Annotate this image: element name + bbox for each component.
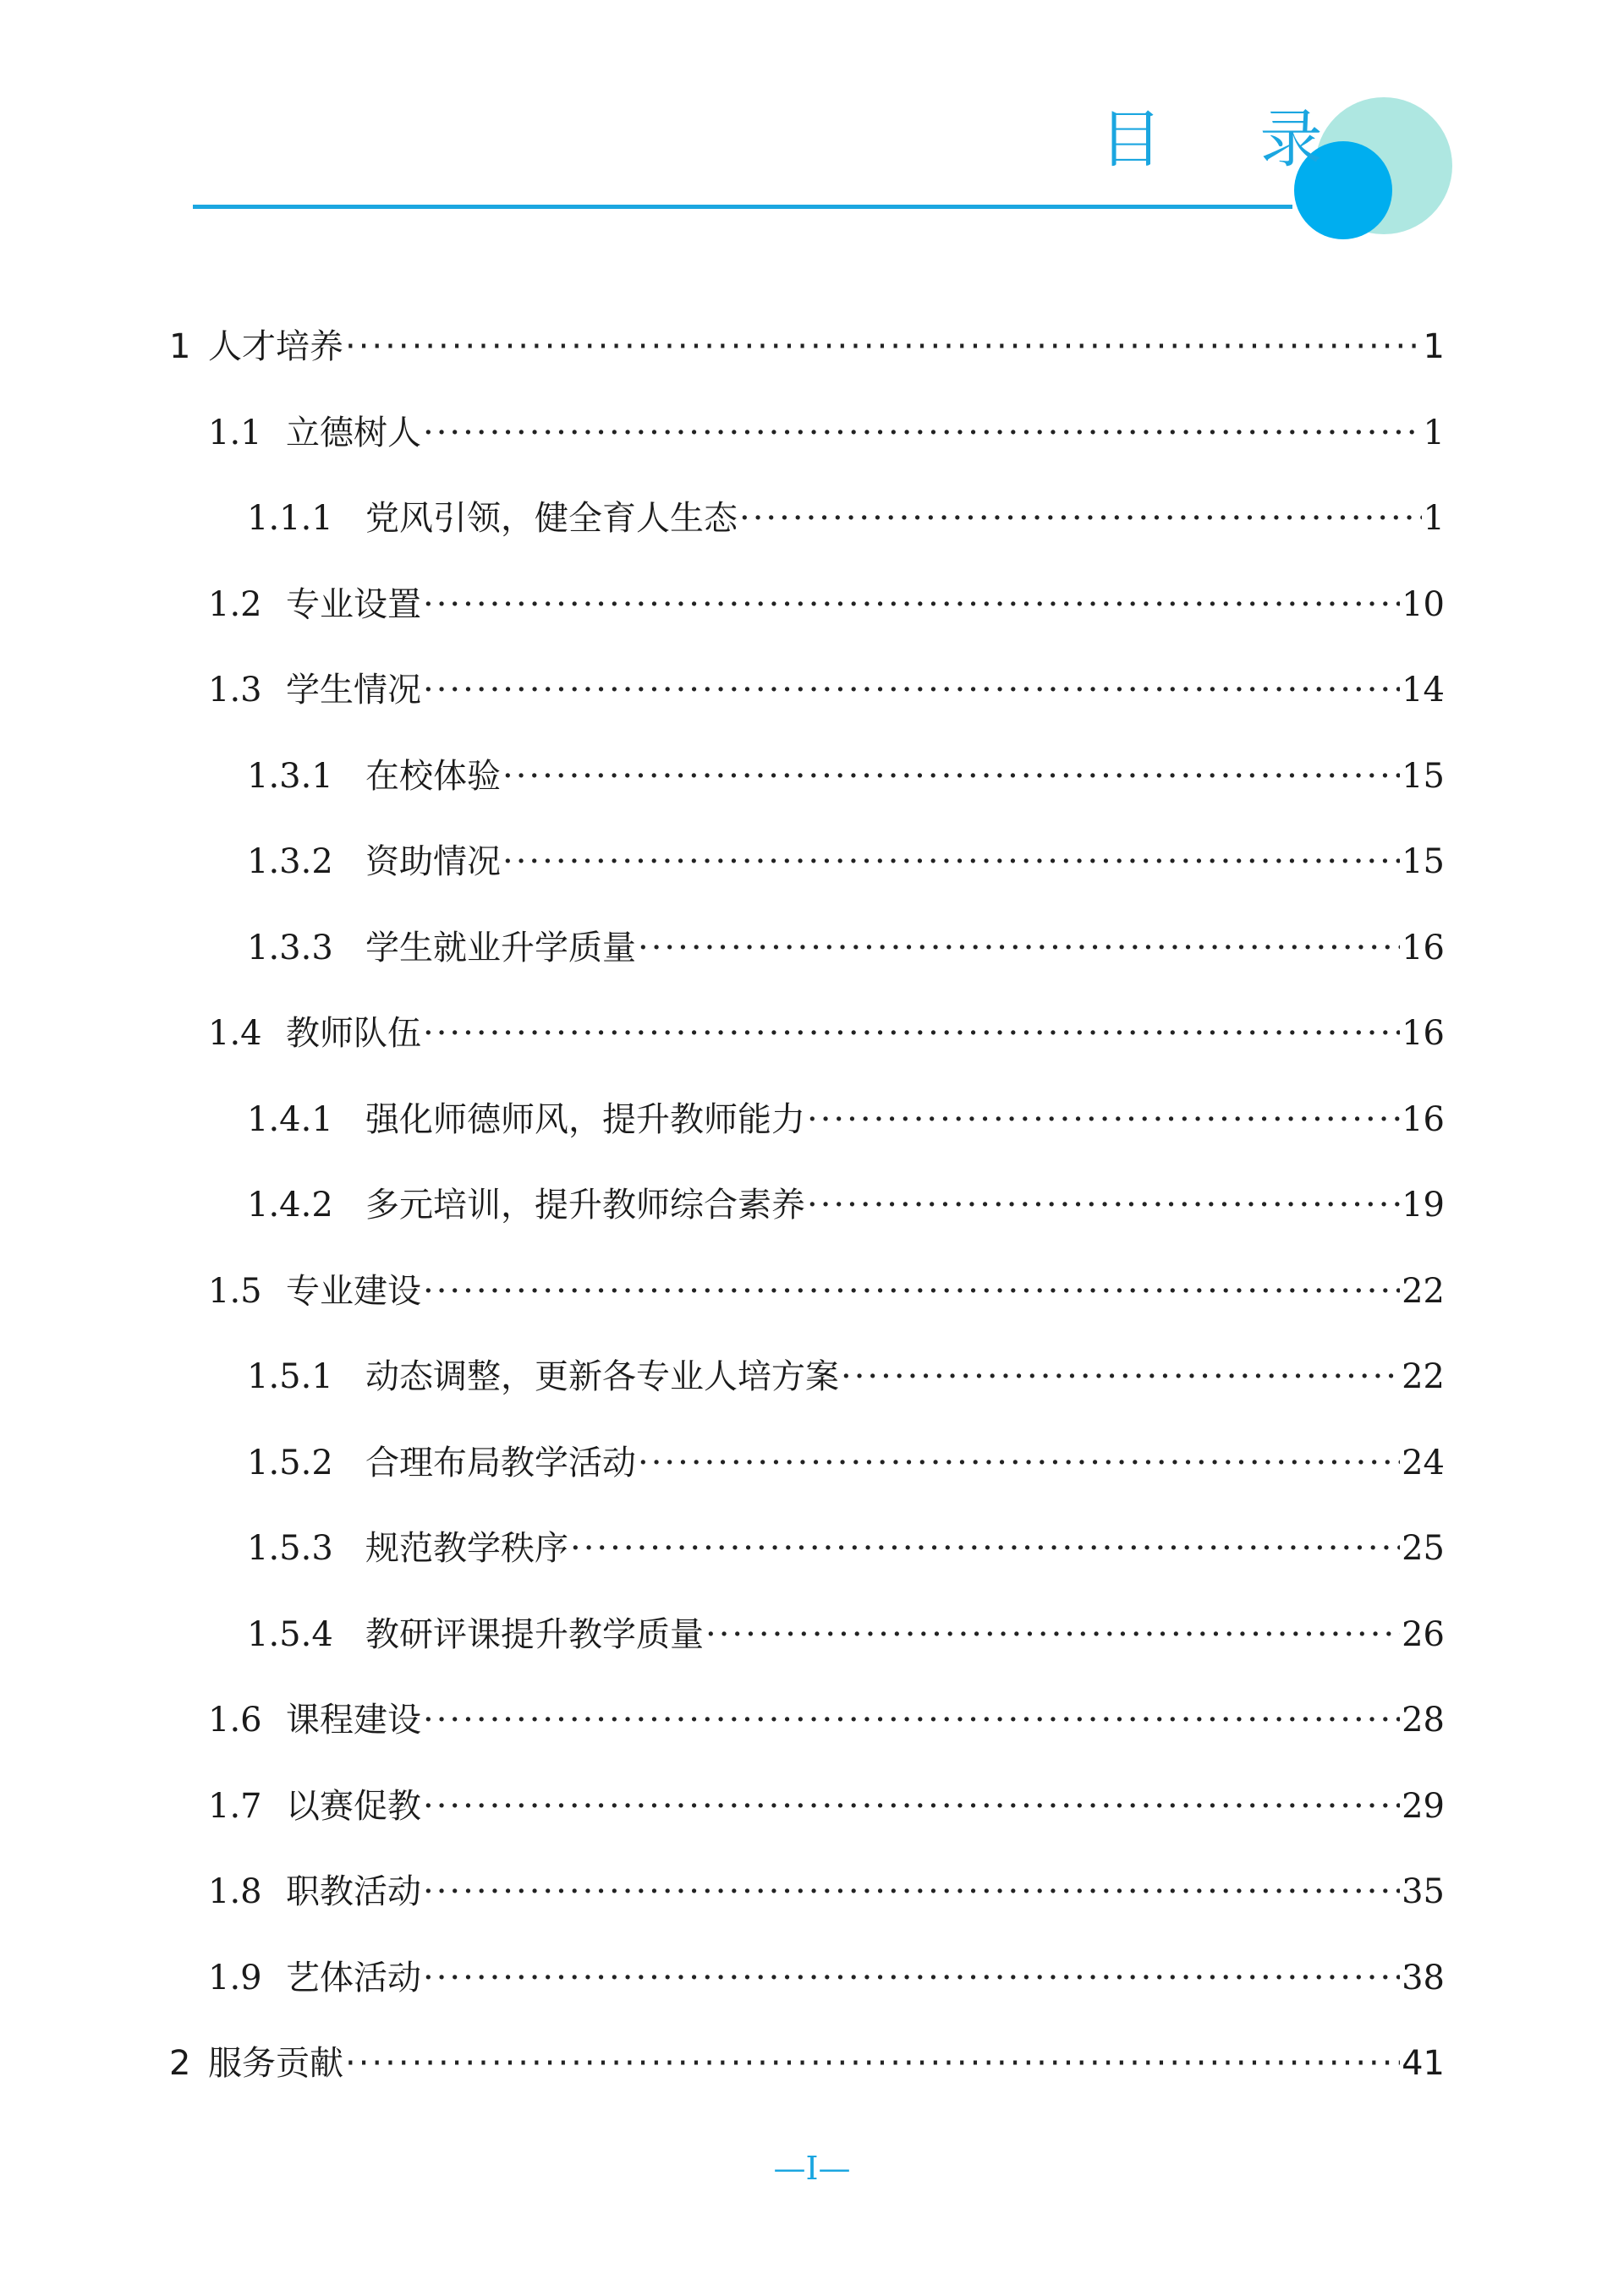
toc-entry-number: 1.1.1 <box>247 499 333 538</box>
toc-dot-leader <box>423 1695 1400 1745</box>
toc-entry-page: 26 <box>1402 1614 1445 1654</box>
toc-entry-number: 2 <box>169 2044 191 2083</box>
toc-dot-leader <box>705 1609 1400 1660</box>
toc-entry[interactable] <box>247 1351 1445 1402</box>
header-rule <box>193 205 1292 209</box>
toc-entry[interactable] <box>208 1953 1445 2003</box>
toc-entry-page: 16 <box>1402 928 1445 967</box>
toc-entry-page: 19 <box>1402 1186 1445 1225</box>
toc-dot-leader <box>345 2038 1400 2089</box>
toc-entry-number: 1.5.1 <box>247 1357 333 1396</box>
toc-entry-title: 教师队伍 <box>286 1014 421 1053</box>
toc-entry[interactable] <box>247 1438 1445 1488</box>
toc-entry-title: 规范教学秩序 <box>365 1529 568 1568</box>
toc-entry-title: 以赛促教 <box>286 1786 421 1826</box>
toc-dot-leader <box>423 579 1400 630</box>
toc-dot-leader <box>502 836 1400 887</box>
toc-entry-number: 1.4.1 <box>247 1099 333 1139</box>
toc-entry-page: 15 <box>1402 842 1445 881</box>
toc-entry-title: 党风引领，健全育人生态 <box>365 499 738 538</box>
toc-entry-number: 1.5 <box>208 1271 262 1311</box>
toc-entry-number: 1.3 <box>208 671 262 710</box>
toc-dot-leader <box>739 493 1422 544</box>
toc-entry[interactable] <box>247 836 1445 887</box>
toc-entry-page: 16 <box>1402 1014 1445 1053</box>
toc-dot-leader <box>423 1266 1400 1317</box>
toc-entry-page: 1 <box>1423 327 1445 366</box>
toc-dot-leader <box>423 1953 1400 2003</box>
toc-entry-title: 学生就业升学质量 <box>365 928 636 967</box>
toc-entry-number: 1.9 <box>208 1958 262 1997</box>
toc-entry[interactable] <box>169 321 1445 372</box>
toc-dot-leader <box>638 1438 1400 1488</box>
toc-entry-number: 1.5.2 <box>247 1443 333 1482</box>
toc-entry-title: 人才培养 <box>208 327 343 366</box>
toc-entry-title: 专业建设 <box>286 1271 421 1311</box>
toc-entry-title: 动态调整，更新各专业人培方案 <box>365 1357 839 1396</box>
toc-entry-page: 38 <box>1402 1958 1445 1997</box>
toc-entry-title: 立德树人 <box>286 413 421 452</box>
toc-entry-title: 学生情况 <box>286 671 421 710</box>
toc-entry[interactable] <box>247 1094 1445 1145</box>
toc-entry-title: 艺体活动 <box>286 1958 421 1997</box>
toc-entry[interactable] <box>247 493 1445 544</box>
toc-entry-page: 29 <box>1402 1786 1445 1826</box>
toc-entry-title: 服务贡献 <box>208 2044 343 2083</box>
toc-entry-page: 35 <box>1402 1872 1445 1911</box>
toc-entry-title: 资助情况 <box>365 842 501 881</box>
toc-entry[interactable] <box>247 1523 1445 1574</box>
toc-entry-title: 强化师德师风，提升教师能力 <box>365 1099 805 1139</box>
toc-dot-leader <box>570 1523 1400 1574</box>
toc-entry-number: 1.4 <box>208 1014 262 1053</box>
toc-entry[interactable] <box>208 579 1445 630</box>
toc-entry-number: 1.7 <box>208 1786 262 1826</box>
toc-entry-page: 14 <box>1402 671 1445 710</box>
page-title: 目 录 <box>1100 103 1362 176</box>
toc-entry-title: 合理布局教学活动 <box>365 1443 636 1482</box>
toc-entry[interactable] <box>208 1266 1445 1317</box>
toc-entry-page: 1 <box>1423 499 1445 538</box>
toc-entry-page: 16 <box>1402 1099 1445 1139</box>
toc-entry[interactable] <box>208 1866 1445 1917</box>
toc-entry-number: 1.2 <box>208 584 262 624</box>
toc-entry-title: 多元培训，提升教师综合素养 <box>365 1186 805 1225</box>
toc-entry-title: 教研评课提升教学质量 <box>365 1614 704 1654</box>
toc-entry-page: 41 <box>1402 2044 1445 2083</box>
toc-entry[interactable] <box>247 923 1445 973</box>
toc-entry-number: 1.5.4 <box>247 1614 333 1654</box>
toc-entry[interactable] <box>208 1695 1445 1745</box>
toc-entry[interactable] <box>247 751 1445 802</box>
toc-dot-leader <box>841 1351 1400 1402</box>
toc-entry-page: 25 <box>1402 1529 1445 1568</box>
toc-entry[interactable] <box>208 408 1445 458</box>
toc-entry[interactable] <box>208 1008 1445 1059</box>
toc-entry-title: 专业设置 <box>286 584 421 624</box>
toc-dot-leader <box>638 923 1400 973</box>
toc-entry-number: 1.6 <box>208 1701 262 1740</box>
toc-dot-leader <box>502 751 1400 802</box>
toc-entry-title: 职教活动 <box>286 1872 421 1911</box>
toc-entry-number: 1.3.2 <box>247 842 333 881</box>
toc-dot-leader <box>423 665 1400 715</box>
toc-entry-number: 1.3.3 <box>247 928 333 967</box>
toc-entry-number: 1.8 <box>208 1872 262 1911</box>
toc-entry-page: 15 <box>1402 756 1445 796</box>
toc-entry-number: 1.1 <box>208 413 262 452</box>
toc-dot-leader <box>807 1094 1400 1145</box>
toc-dot-leader <box>345 321 1422 372</box>
toc-entry-number: 1.5.3 <box>247 1529 333 1568</box>
toc-entry-number: 1 <box>169 327 191 366</box>
toc-dot-leader <box>807 1180 1400 1230</box>
page-number: —I— <box>773 2150 851 2187</box>
toc-entry-page: 10 <box>1402 584 1445 624</box>
toc-entry[interactable] <box>208 1781 1445 1832</box>
toc-dot-leader <box>423 1866 1400 1917</box>
toc-entry-title: 在校体验 <box>365 756 501 796</box>
toc-dot-leader <box>423 408 1422 458</box>
toc-entry-page: 22 <box>1402 1357 1445 1396</box>
toc-dot-leader <box>423 1781 1400 1832</box>
toc-entry[interactable] <box>247 1180 1445 1230</box>
toc-entry[interactable] <box>208 665 1445 715</box>
toc-entry-number: 1.3.1 <box>247 756 333 796</box>
toc-entry-page: 24 <box>1402 1443 1445 1482</box>
toc-entry-number: 1.4.2 <box>247 1186 333 1225</box>
toc-entry-page: 1 <box>1423 413 1445 452</box>
toc-entry[interactable] <box>247 1609 1445 1660</box>
toc-entry-page: 22 <box>1402 1271 1445 1311</box>
toc-entry-page: 28 <box>1402 1701 1445 1740</box>
toc-entry[interactable] <box>169 2038 1445 2089</box>
toc-entry-title: 课程建设 <box>286 1701 421 1740</box>
toc-dot-leader <box>423 1008 1400 1059</box>
